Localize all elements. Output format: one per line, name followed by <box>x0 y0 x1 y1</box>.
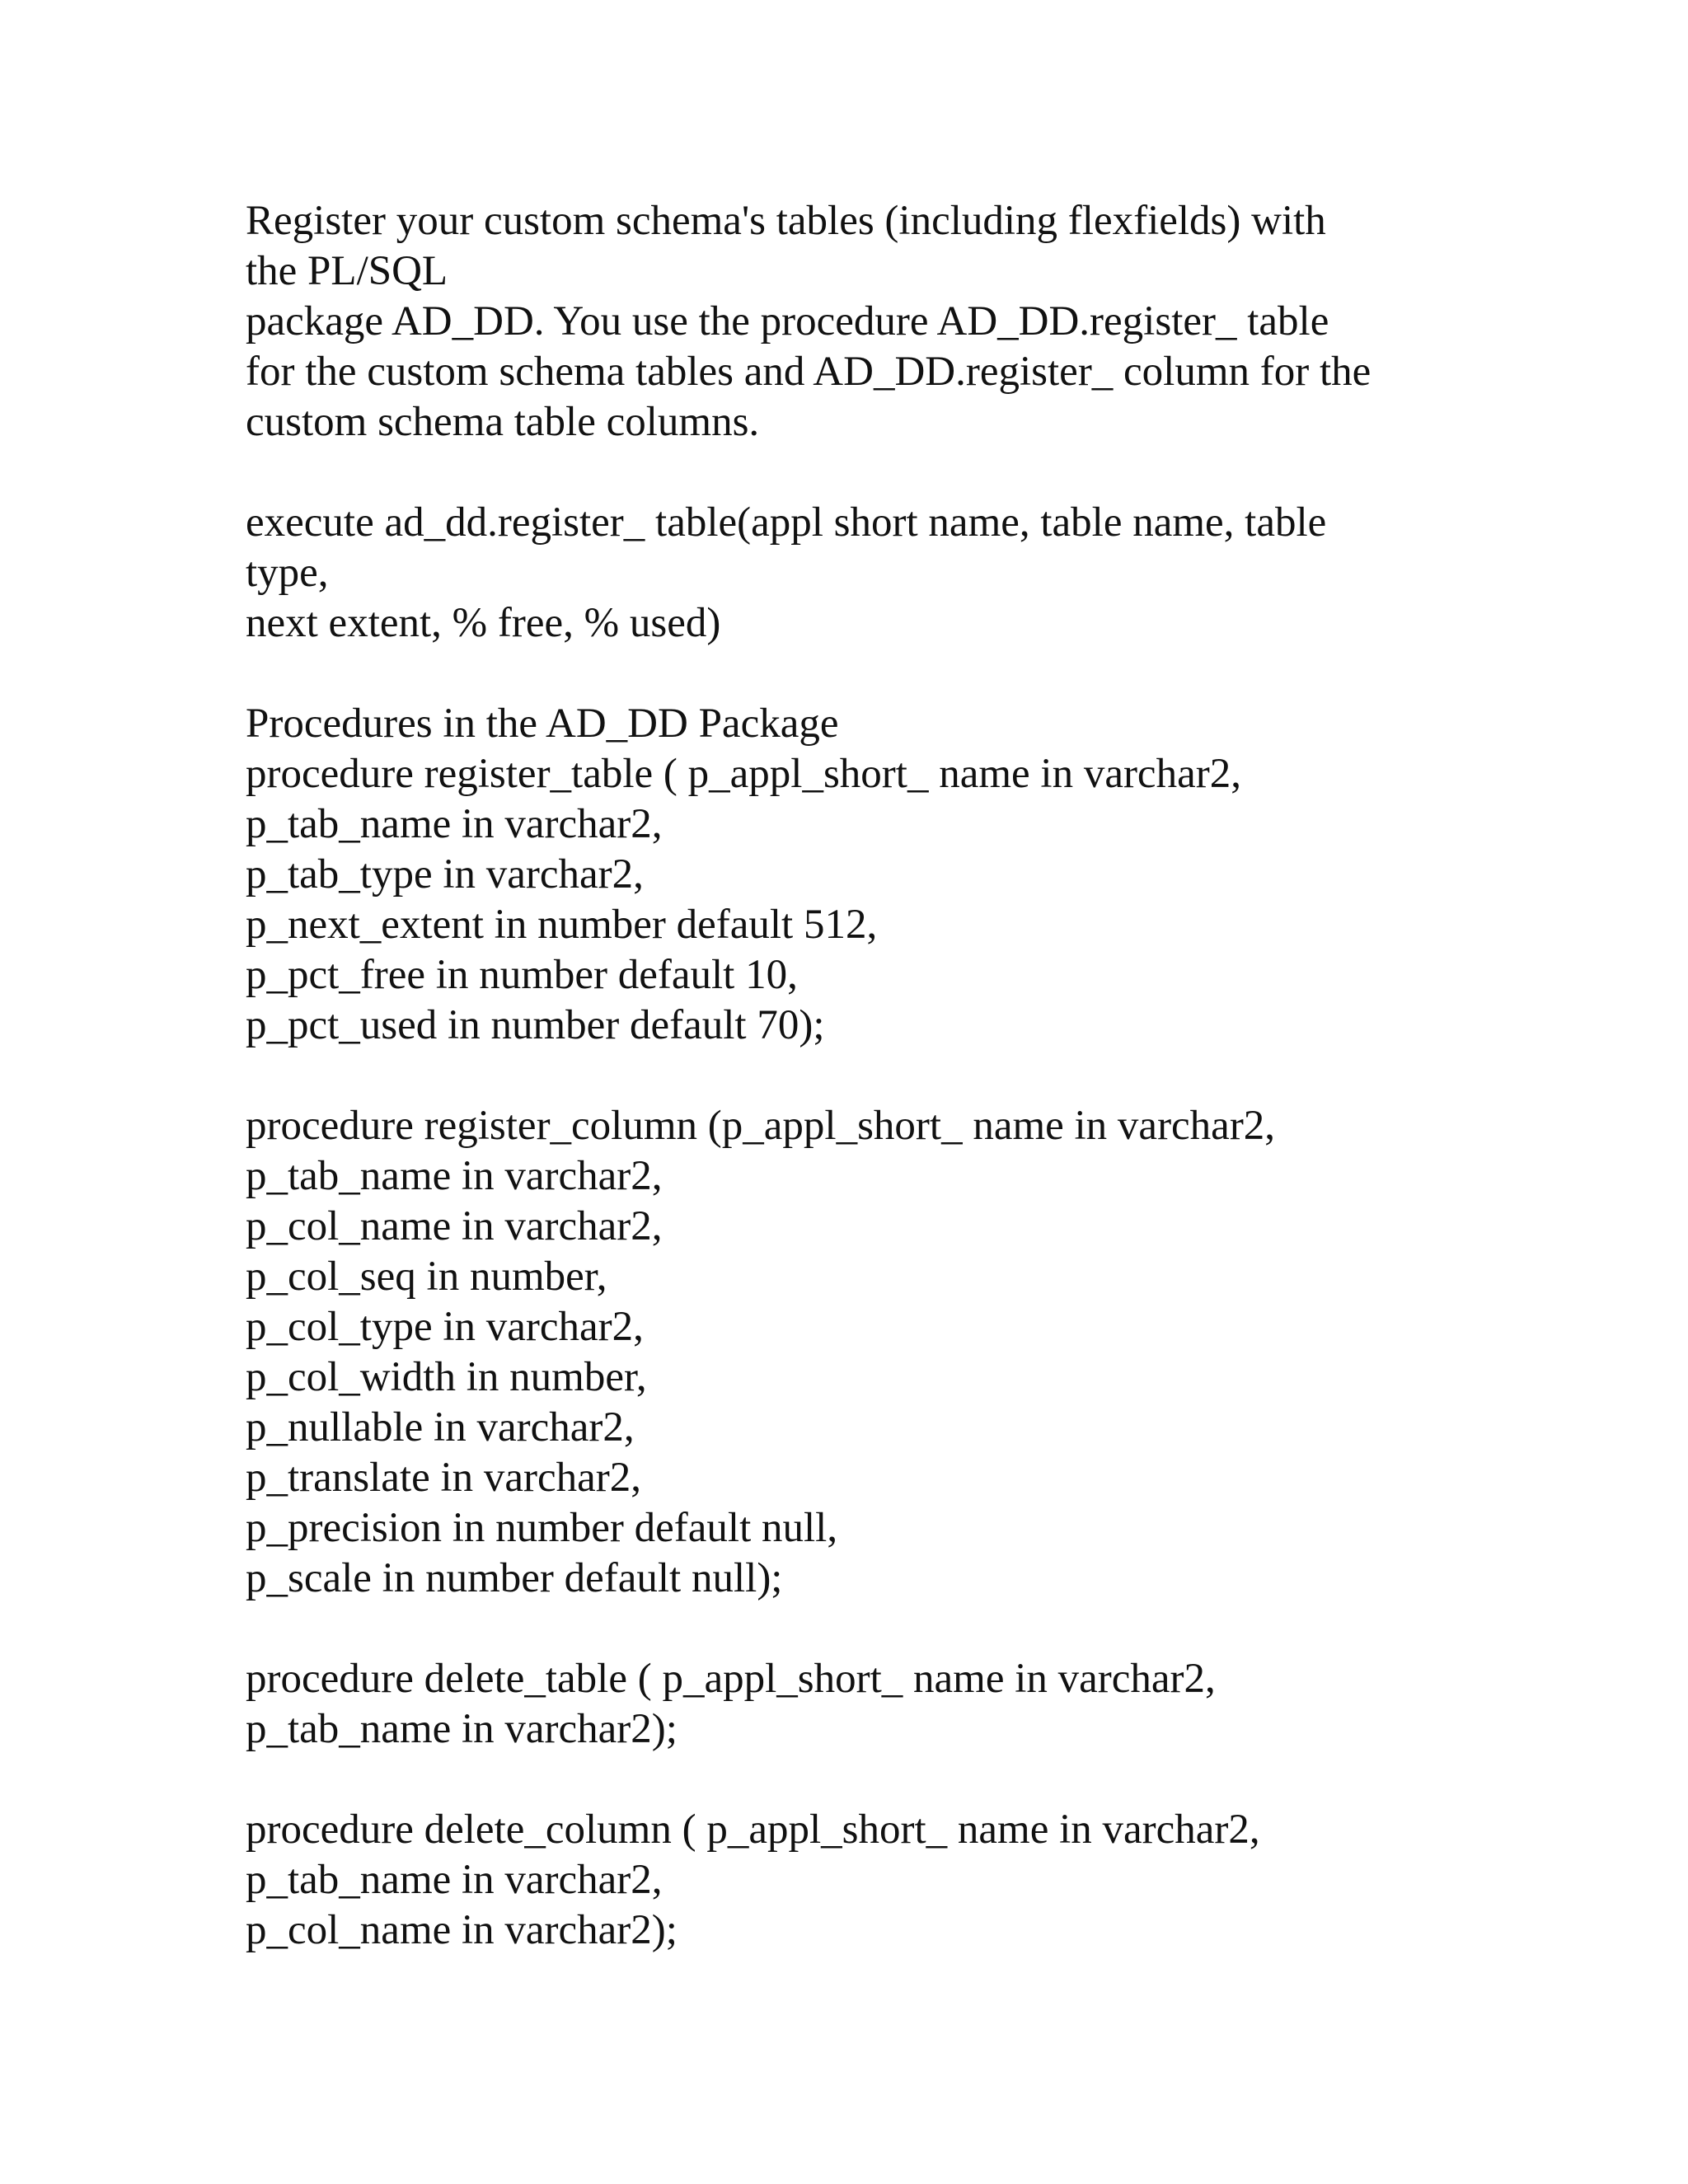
text-line: p_tab_name in varchar2, <box>246 1857 663 1903</box>
text-line: p_tab_name in varchar2, <box>246 1153 663 1199</box>
execute-example <box>246 498 1482 649</box>
text-line: p_col_name in varchar2); <box>246 1907 678 1953</box>
text-line: procedure delete_table ( p_appl_short_ name in varchar2, <box>246 1656 1216 1702</box>
paragraph-gap <box>246 1755 1482 1805</box>
text-line: p_translate in varchar2, <box>246 1455 642 1501</box>
text-line: p_nullable in varchar2, <box>246 1404 635 1451</box>
text-line: p_tab_type in varchar2, <box>246 851 644 898</box>
text-line: p_col_name in varchar2, <box>246 1203 663 1249</box>
text-line: for the custom schema tables and AD_DD.register_ column for the <box>246 349 1372 395</box>
text-line: p_scale in number default null); <box>246 1555 783 1601</box>
paragraph-gap <box>246 1604 1482 1654</box>
delete-table-procedure <box>246 1654 1482 1755</box>
delete-column-procedure <box>246 1805 1482 1956</box>
text-line: p_col_seq in number, <box>246 1254 607 1300</box>
text-line: next extent, % free, % used) <box>246 600 721 646</box>
text-line: p_precision in number default null, <box>246 1505 838 1551</box>
text-line: p_pct_free in number default 10, <box>246 952 798 998</box>
paragraph-gap <box>246 1051 1482 1101</box>
paragraph-gap <box>246 448 1482 498</box>
register-table-procedure <box>246 699 1482 1051</box>
text-line: Register your custom schema's tables (including flexfields) with <box>246 198 1326 244</box>
register-column-procedure <box>246 1101 1482 1604</box>
text-line: package AD_DD. You use the procedure AD_DD.register_ table <box>246 298 1329 344</box>
text-line: procedure delete_column ( p_appl_short_ name in varchar2, <box>246 1807 1260 1853</box>
text-line: execute ad_dd.register_ table(appl short name, table name, table <box>246 499 1327 546</box>
text-line: p_next_extent in number default 512, <box>246 902 878 948</box>
text-line: the PL/SQL <box>246 248 448 294</box>
text-line: p_tab_name in varchar2, <box>246 801 663 847</box>
section-heading: Procedures in the AD_DD Package <box>246 701 839 747</box>
intro-paragraph <box>246 196 1482 448</box>
text-line: p_col_type in varchar2, <box>246 1304 644 1350</box>
text-line: procedure register_column (p_appl_short_ name in varchar2, <box>246 1103 1276 1149</box>
document-body <box>246 196 1482 1956</box>
text-line: p_col_width in number, <box>246 1354 647 1400</box>
text-line: p_tab_name in varchar2); <box>246 1706 678 1752</box>
paragraph-gap <box>246 649 1482 699</box>
text-line: custom schema table columns. <box>246 399 760 445</box>
text-line: p_pct_used in number default 70); <box>246 1002 825 1048</box>
text-line: type, <box>246 550 329 596</box>
text-line: procedure register_table ( p_appl_short_ name in varchar2, <box>246 751 1241 797</box>
